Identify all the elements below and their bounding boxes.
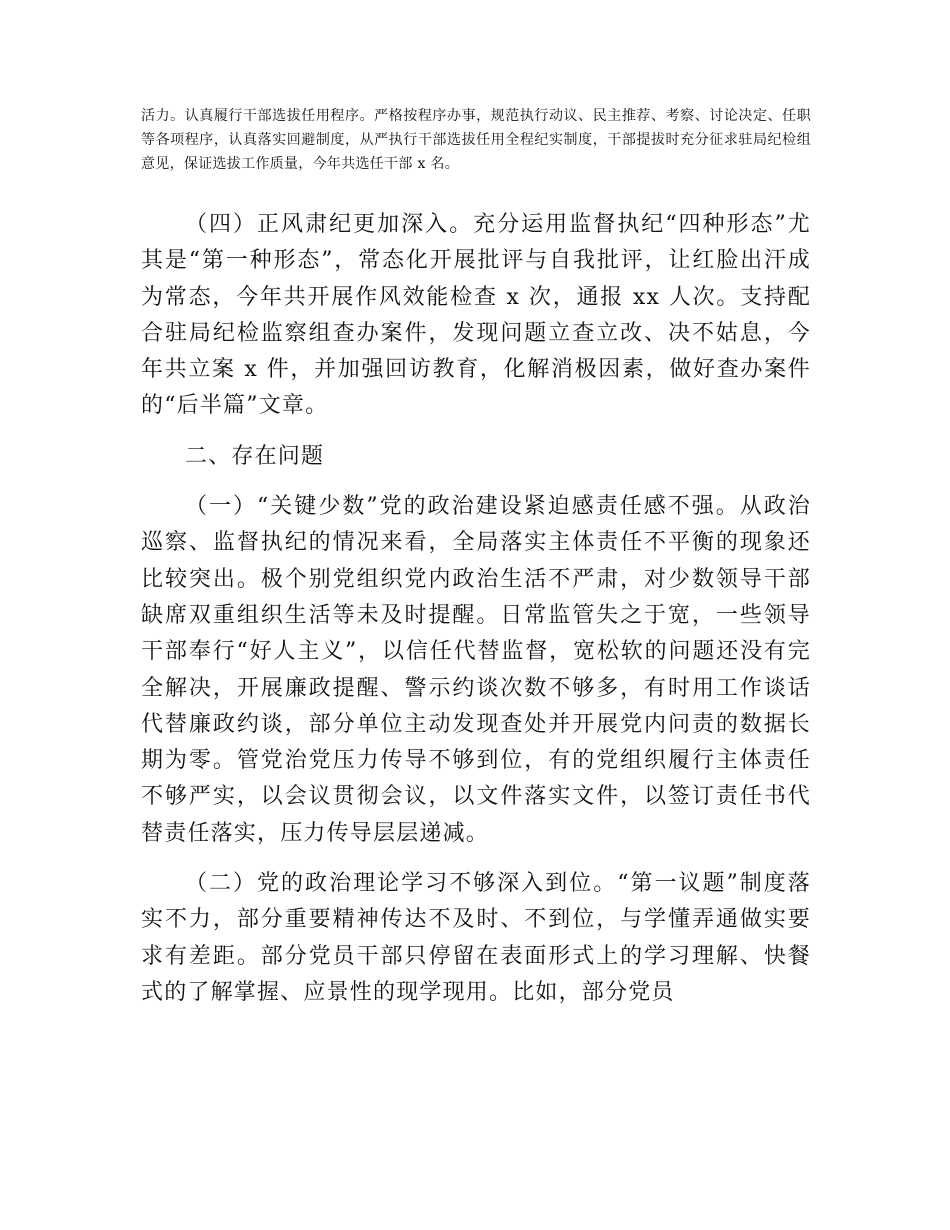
paragraph-problem-1: （一）“关键少数”党的政治建设紧迫感责任感不强。从政治巡察、监督执纪的情况来看，全局落实主体责任不平衡的现象还比较突出。极个别党组织党内政治生活不严肃，对少数领导干部缺席双重组织生活等未及时提醒。日常监管失之于宽，一些领导干部奉行“好人主义”，以信任代替监督，宽松软的问题还没有完全解决，开展廉政提醒、警示约谈次数不够多，有时用工作谈话代替廉政约谈，部分单位主动发现查处并开展党内问责的数据长期为零。管党治党压力传导不够到位，有的党组织履行主体责任不够严实，以会议贯彻会议，以文件落实文件，以签订责任书代替责任落实，压力传导层层递减。 — [141, 494, 811, 846]
paragraph-problem-2: （二）党的政治理论学习不够深入到位。“第一议题”制度落实不力，部分重要精神传达不及时、不到位，与学懂弄通做实要求有差距。部分党员干部只停留在表面形式上的学习理解、快餐式的了解掌握、应景性的现学现用。比如，部分党员 — [141, 871, 811, 1005]
continued-paragraph: 活力。认真履行干部选拔任用程序。严格按程序办事，规范执行动议、民主推荐、考察、讨论决定、任职等各项程序，认真落实回避制度，从严执行干部选拔任用全程纪实制度，干部提拔时充分征求驻局纪检组意见，保证选拔工作质量，今年共选任干部 x 名。 — [141, 108, 811, 172]
paragraph-discipline: （四）正风肃纪更加深入。充分运用监督执纪“四种形态”尤其是“第一种形态”，常态化开展批评与自我批评，让红脸出汗成为常态，今年共开展作风效能检查 x 次，通报 xx 人次。支持配合驻局纪检监察组查办案件，发现问题立查立改、决不姑息，今年共立案 x 件，并加强回访教育，化解消极因素，做好查办案件的“后半篇”文章。 — [141, 212, 811, 419]
document-body — [141, 207, 811, 1011]
section-heading-problems: 二、存在问题 — [185, 443, 325, 469]
